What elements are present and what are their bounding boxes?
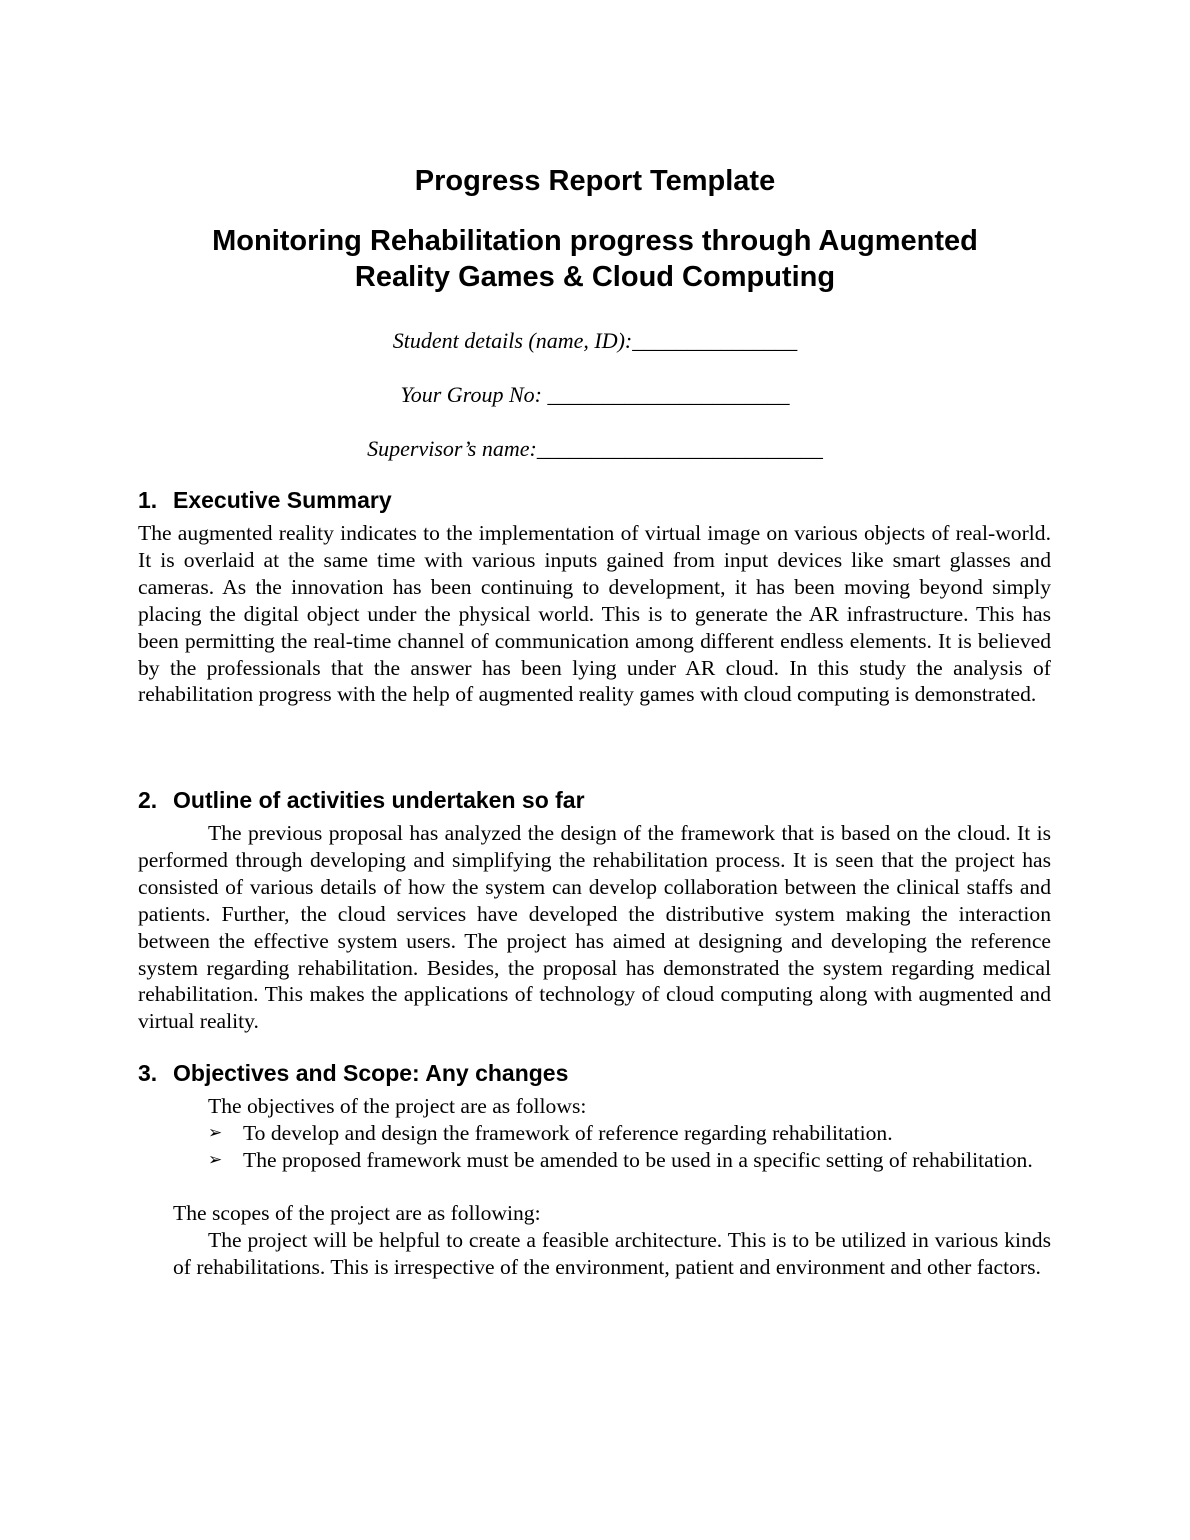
- arrow-bullet-icon: ➢: [208, 1149, 223, 1170]
- section-title: Objectives and Scope: Any changes: [173, 1060, 569, 1086]
- list-item-text: The proposed framework must be amended to be used in a specific setting of rehabilitation.: [243, 1147, 1033, 1172]
- section-title: Executive Summary: [173, 487, 392, 513]
- section-title: Outline of activities undertaken so far: [173, 787, 585, 813]
- scope-intro: The scopes of the project are as following:: [173, 1201, 541, 1225]
- objectives-intro: The objectives of the project are as follows:: [208, 1094, 587, 1118]
- section-heading-executive-summary: [138, 486, 392, 514]
- section-heading-objectives: [138, 1059, 568, 1087]
- section-number: 2.: [138, 787, 158, 813]
- document-title: Progress Report Template: [414, 165, 776, 197]
- scope-paragraph: The project will be helpful to create a feasible architecture. This is to be utilized in various kinds of rehabilitations. This is irrespective of the environment, patient and environment and other factors.: [173, 1228, 1051, 1279]
- outline-paragraph: The previous proposal has analyzed the design of the framework that is based on the cloud. It is performed through developing and simplifying the rehabilitation process. It is seen that the project has consisted of various details of how the system can develop collaboration between the clinical staffs and patients. Further, the cloud services have developed the distributive system making the interaction between the effective system users. The project has aimed at designing and developing the reference system regarding rehabilitation. Besides, the proposal has demonstrated the system regarding medical rehabilitation. This makes the applications of technology of cloud computing along with augmented and virtual reality.: [138, 821, 1051, 1034]
- subtitle-line-2: Reality Games & Cloud Computing: [354, 261, 836, 293]
- list-item: [208, 1120, 1051, 1147]
- list-item: [208, 1147, 1051, 1174]
- section-number: 3.: [138, 1060, 158, 1086]
- student-details-field: Student details (name, ID):_______________: [392, 328, 798, 353]
- section-heading-outline: [138, 786, 585, 814]
- subtitle-line-1: Monitoring Rehabilitation progress through Augmented: [212, 225, 978, 257]
- arrow-bullet-icon: ➢: [208, 1123, 223, 1143]
- section-number: 1.: [138, 487, 158, 513]
- list-item-text: To develop and design the framework of reference regarding rehabilitation.: [243, 1121, 893, 1145]
- objectives-list: [208, 1120, 1051, 1174]
- document-subtitle: [0, 223, 1190, 295]
- supervisor-name-field: Supervisor’s name:__________________________: [367, 436, 823, 461]
- executive-summary-paragraph: The augmented reality indicates to the implementation of virtual image on various objects of real-world. It is overlaid at the same time with various inputs gained from input devices like smart glasses and cameras. As the innovation has been continuing to development, it has been moving beyond simply placing the digital object under the physical world. This is to generate the AR infrastructure. This has been permitting the real-time channel of communication among different endless elements. It is believed by the professionals that the answer has been lying under AR cloud. In this study the analysis of rehabilitation progress with the help of augmented reality games with cloud computing is demonstrated.: [138, 521, 1051, 707]
- group-number-field: Your Group No: ______________________: [400, 382, 790, 407]
